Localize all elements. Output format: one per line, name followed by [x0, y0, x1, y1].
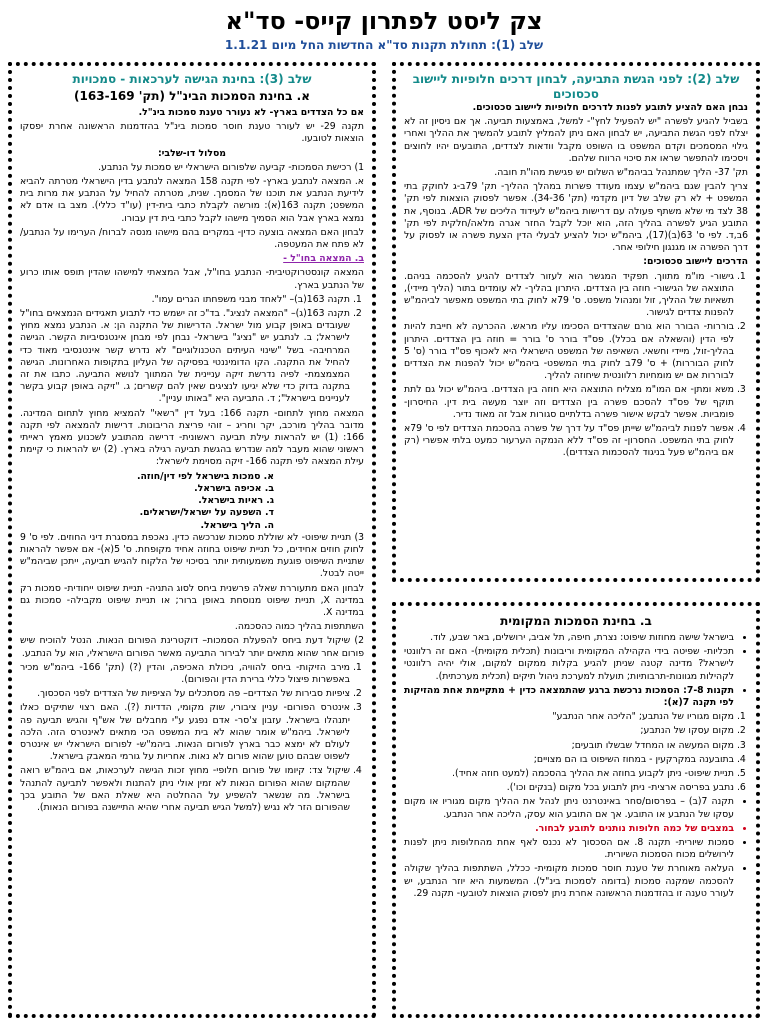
zika-item: ה. הליך בישראל.: [200, 519, 274, 531]
list-item: 2. מקום עסקו של הנתבע;: [404, 725, 734, 737]
step1d2: לבחון האם מתעוררת שאלה פרשנית ביחס לסוג התניה- תניית שיפוט ייחודית- סמכות רק במדינה X, תניית שיפוט מנוסחת באופן ברור; או תניית שיפוט מקבילה- סמכות גם במדינה X.: [20, 582, 364, 618]
adr-intro: נבחן האם להציע לתובע לפנות לדרכים חלופיות ליישוב סכסוכים.: [472, 102, 748, 113]
list-item: 3. מקום המעשה או המחדל שבשלו תובעים;: [404, 740, 734, 752]
adr-box: [392, 62, 760, 582]
intl-p2: תקנה 29- יש לעורר טענת חוסר סמכות בינ"ל בהזדמנות הראשונה אחרת יפסקו הוצאות לטובעו.: [20, 121, 364, 145]
list-item: 1. מירב הזיקות- ביחס להוויה, ניכולת האכיפה, והדין (?) (תק' 166- ביהמ"ש מכיר באפשרות פיצול כללי ברירת הדין והפורום).: [20, 662, 350, 686]
adr-ways-list: [404, 271, 748, 460]
adr-reg37: תק' 37- הליך שמתנהל בביהמ"ש השלום יש פגישת מהו"ת חובה.: [494, 167, 748, 179]
step1b-text: המצאה קונסטרוקטיבית- הנתבע בחו"ל, אבל המצאתי למישהו שהדין תופס אותו כרוע של הנתבע בארץ.: [20, 267, 364, 291]
step1b: ב. המצאה בחו"ל -: [283, 253, 364, 265]
local-jurisdiction-list: [404, 632, 748, 709]
two-step-heading: מסלול דו-שלבי:: [157, 147, 227, 159]
zika-item: ד. השפעה על ישראל/ישראלים.: [139, 507, 274, 519]
list-item: 3. אינטרס הפורום- עניין ציבורי, שוק מקומי, הדדיות (?). האם רצוי שתיקים כאלו יתנהלו בישראל. עזבון צ'סר- אדם נפגע ע"י מחבלים של אש"ף והגיש תביעה פה לישראל. ביהמ"ש אומר שהוא לא בית המשפט הכי מתאים לאינטרס הזה. הלכה לעולם לא ימצא כבר בארץ לפורום הנאות. ביהמ"ש- לפורום הישראלי יש אינטרס לשפוט שבהם טוען שהוא פורום לא נאות. אחריות על גורמי המאבק בישראל.: [20, 702, 350, 763]
adr-court-encourage: צריך להבין שגם ביהמ"ש עצמו מעודד פשרות במהלך ההליך- תק' 79ב-ג לחוקק בתי המשפט + לא רק שלב של דיון מקדמי (תק' 34-36). אפשר לפסוק הוצאות לפי תק' 38 לצד מי שלא משתף פעולה עם דרישות ביהמ"ש לעידוד הליכים של ADR. בנוסף, את התובע הגיע לפשרה בהליך הזה, הוא יוכל לקבל החזר אגרה מלאה/חלקית לפי תק' 6ב,ד. לפי ס' 63(ב)(17), ביהמ"ש יכול להציע לבעלי הדין הצעת פשרה או לפסוק על דרך הפשרה או מגנגון חילופי אחר.: [404, 181, 748, 254]
adr-ways-heading: הדרכים ליישוב סכסוכים:: [643, 256, 748, 268]
local-jurisdiction-box: [392, 602, 760, 1018]
forum-factors-list: [20, 662, 364, 814]
list-item: 4. שיקול צד: קיומו של פורום חלופי- מחוץ זכות הגישה לערכאות, אם ביהמ"ש רואה שהמקום שהוא הפורום הנאות לא זמין אולי ניתן להתנות ולאפשר לתביעה להתנהל בישראל. מה שנשאר להשפיע על ההחלטה היא שאלת האם של התובע בכך שהפורום הזר לא נגיש (למשל הגיש תביעה אחרי שהיא התיישנה בפורום הנאות).: [20, 765, 350, 814]
list-item: 2. תקנה 163(ג)– "המצאה לנציג". בד"כ זה ישמש כדי לתבוע תאגידים הנמצאים בחו"ל שעובדים באופן קבוע מול ישראל. הדרישות של התקנה הן: א. הנתבע נמצא מחוץ לישראל; ב. לנתבע יש "נציג" בישראל- נבחן לפי מבחן אינטנסיביות הקשר. הגישה המרחיבה- בשל "שינוי העיתים הטכנולוגיים" לא נדרש קשר אינטנסיבי מאוד כדי להחיל את התקנה. הקו הדומיננטי בפסיקה של העליון בתקופות האחרונות. הגישה המצמצמת- לפיה נדרשת זיקה עניינית של המתווך לנושא התביעה. כתבו את זה בתקנה בדוק כדי שלא יגיעו לנציגים שאין להם קשרים; ג. "זיקה באופן קבוע בקשר לעניינים בישראל"; ד. התביעה היא "באותו עניין".: [20, 308, 350, 406]
step1: 1) רכישת הסמכות- קביעה שלפורום הישראלי יש סמכות על הנתבע.: [98, 161, 364, 173]
list-item: 1. תקנה 163(ב)– "לאחד מבני משפחתו הגרים עמו".: [20, 294, 350, 306]
list-item: • במצבים של כמה חלופות נותנים לתובע לבחור.: [404, 823, 734, 835]
list-item: 5. תניית שיפוט- ניתן לקבוע בחוזה את ההליך בהסכמה (למעט חוזה אחיד).: [404, 768, 734, 780]
list-item: • בישראל שישה מחוזות שיפוט: נצרת, חיפה, תל אביב, ירושלים, באר שבע, לוד.: [404, 632, 734, 644]
list-item: 6. נתבע בפריסה ארצית- ניתן לתבוע בכל מקום (בנקים וכו').: [404, 782, 734, 794]
list-item: 4. אפשר לפנות לביהמ"ש שייתן פס"ד על דרך של פשרה בהסכמת הצדדים לפי ס' 79א לחוק בתי המשפט. החסרון- זה פס"ד ללא הנמקה הערעור כמעט בלתי אפשרי (רק אם ביהמ"ש פעל בניגוד להסכמות הצדדים).: [404, 423, 734, 460]
intl-p1: אם כל הצדדים בארץ- לא נעורר טענת סמכות בינ"ל.: [138, 107, 364, 118]
page-title: צק ליסט לפתרון קייס- סד"א: [225, 7, 543, 35]
zikot-block: [20, 471, 364, 532]
zika-item: א. סמכות בישראל לפי דין/חוזה.: [136, 470, 274, 482]
list-item: • תכליות- שפיטה בידי הקהילה המקומית וריבונות (תכלית מקומית)- האם זה רלוונטי לישראל? מדינה קטנה שניתן להגיע בקלות ממקום למקום, אולי יהיה רלוונטי לקהילות מגוונות-תרבותיות; תועלת למערכת ניהול תיקים (תכלית מערכתית).: [404, 646, 734, 683]
list-item: 1. מקום מגוריו של הנתבע; "הליכה אחר הנתבע": [404, 711, 734, 723]
adr-pressure: בשביל להגיע לפשרה "יש להפעיל לחץ"- למשל, באמצעות תביעה. אך אם ניסיון זה לא יצלח לפני הגשת התביעה, יש לבחון האם ניתן להמליץ לתובע להמשיך את ההליך ואחרי גילוי המסמכים וקדם המשפט בו השופט מקבל וודאות לצדדים, התובעים יהיו לחוצים ויסכימו להתפשר שראו את סיכוי הרווח שלהם.: [404, 116, 748, 164]
stage-3-title: שלב (3): בחינת הגישה לערכאות - סמכויות: [72, 72, 312, 86]
list-item: 1. גישור- מו"מ מתווך. תפקיד המגשר הוא לעזור לצדדים להגיע להסכמה בניהם. התוצאה של הגישור- חוזה בין הצדדים. היתרון בהליך- לא עומדים בתור (הליך מיידי), תשאיות של ההליך, זול ומנהול משפט. ס' 79א לחוק בתי המשפט מאפשר לביהמ"ש להפנות צדדים לגישור.: [404, 271, 734, 320]
stage-2-title: שלב (2): לפני הגשת התביעה, לבחון דרכים חלופיות ליישוב סכסוכים: [412, 72, 740, 101]
step1d: 3) תניית שיפוט- לא שוללת סמכות שנרכשה כדין. נאכפת במסגרת דיני החוזים. לפי ס' 9 לחוק חוזים אחידים, כל תניית שיפוט בחוזה אחיד מקופחת. ס' 5(א)- אם אפשר להראות שתניית השיפוט פוגעת משמעותית יותר בסיכוי של הלקוח להגיש תביעה, ייתכן שביהמ"ש ייטה לבטל.: [20, 531, 364, 580]
zika-item: ג. ראיות בישראל.: [198, 495, 274, 507]
step1c: המצאה מחוץ לתחום- תקנה 166: בעל דין "רשאי" להמציא מחוץ לתחום המדינה. מדובר בהליך מורכב, יקר וחריג – זוהי פריצת הריבונות. דרישות להמצאה לפי תקנה 166: (1) יש להראות עילת תביעה ראשונית- דרישה מהתובע לשכנוע מאמץ ראייתי ראשוני שהוא מעבר למה שנדרש בהגשת תביעה רגילה בארץ. (2) יש להראות כי קיימת עילת המצאה לפי תקנה 166- זיקה מסוימת לישראל:: [20, 407, 364, 468]
list-item: 4. בתובענה במקרקעין - במחוז השיפוט בו הם מצויים;: [404, 754, 734, 766]
jurisdiction-box: [8, 62, 376, 1018]
zikot-list: [404, 711, 748, 794]
constructive-service-list: [20, 294, 364, 406]
content-columns: [8, 62, 760, 1018]
list-item: • תקנה 7(ב) – בפרסום/סחר באינטרנט ניתן לנהל את ההליך מקום מגוריו או מקום עסקו של הנתבע או התובע. אך אם התובע הוא עסק, הליכה אחר הנתבע.: [404, 796, 734, 820]
list-item: 2. ציפיות סבירות של הצדדים– פה מסתכלים על הציפיות של הצדדים לפני הסכסוך.: [20, 688, 350, 700]
list-item: • העלאה מאוחרת של טענת חוסר סמכות מקומית- ככלל, השתתפות בהליך שקולה להסכמה שמקנה סמכות (בדומה לסמכות בינ"ל). המשמעות היא יוזר הנתבע, יש לעורר טענה זו בהזדמנות הראשונה אחרת ניתן לפסוק הוצאות לטובעו- תקנה 29.: [404, 863, 734, 900]
list-item: • סמכות שיורית- תקנה 8. אם הסכסוך לא נכנס לאף אחת מהחלופות ניתן לפנות לירושלים מכוח הסמכות השיורית.: [404, 837, 734, 861]
zika-item: ב. אכיפה בישראל.: [194, 482, 274, 494]
local-jurisdiction-list-more: [404, 796, 748, 900]
list-item: 3. משא ומתן- אם המו"מ מצליח התוצאה היא חוזה בין הצדדים. ביהמ"ש יכול גם לתת תוקף של פס"ד להסכם פשרה בין הצדדים וזה יוצר מעשה בית דין. החיסרון- פומביות. אפשר לבקש אישור פשרה בדלתיים סגורות אבל זה מאוד נדיר.: [404, 384, 734, 421]
step1a: א. המצאה לנתבע בארץ- לפי תקנה 158 המצאה לנתבע בדין הישראלי מטרתה להביא לידיעת הנתבע את תוכנו של המסמך. שנית, מטרתה להחיל על הנתבע את מרות בית המשפט; תקנה 163(א): מורשה לקבלת כתבי בית-דין (עו"ד כללי). מצב בו אדם לא נמצא בארץ אבל הוא הסמיך מישהו לקבל כתבי בית דין עבורו.: [20, 176, 364, 224]
page-header: [0, 0, 768, 52]
page-subtitle: שלב (1): תחולת תקנות סד"א החדשות החל מיום 1.1.21: [224, 38, 544, 52]
step1d3: השתתפות בהליך כמוה כהסכמה.: [234, 621, 364, 633]
list-item: • תקנות 7-8: הסמכות נרכשת ברגע שהתמצאה כדין + מתקיימת אחת מהזיקות לפי תקנה 7(א):: [404, 685, 734, 709]
list-item: 2. בוררות- הבורר הוא גורם שהצדדים הסכימו עליו מראש. ההכרעה לא חייבת להיות לפי הדין (והשאלה אם בכלל). פס"ד בורר ס' בורר = חוזה בין הצדדים. היתרון בהליך-זול, מיידי וחשאי. השאיפה של המשפט הישראלי היא לאכוף פס"ד בורר (ס' 5 לחוק הבוררות) + ס' 79ב לחוק בתי המשפט- ביהמ"ש יכול להפנות את הצדדים לבוררות אם יש מומחיות רלוונטית שיחוזה להליך.: [404, 321, 734, 382]
step2: 2) שיקול דעת ביחס להפעלת הסמכות– דוקטרינת הפורום הנאות. הנטל להוכיח שיש פורום אחר שהוא מתאים יותר לבירור התביעה מאשר הפורום הישראלי, הוא על הנתבע.: [20, 635, 364, 659]
intl-jurisdiction-title: א. בחינת הסמכות הבינ"ל (תק' 163-169): [74, 89, 310, 103]
local-jurisdiction-title: ב. בחינת הסמכות המקומית: [500, 614, 652, 628]
step1a2: לבחון האם המצאה בוצעה כדין- במקרים בהם מישהו מנסה לברוח/ הערימו על הנתבע/ לא פתח את המעטפה.: [20, 226, 364, 251]
